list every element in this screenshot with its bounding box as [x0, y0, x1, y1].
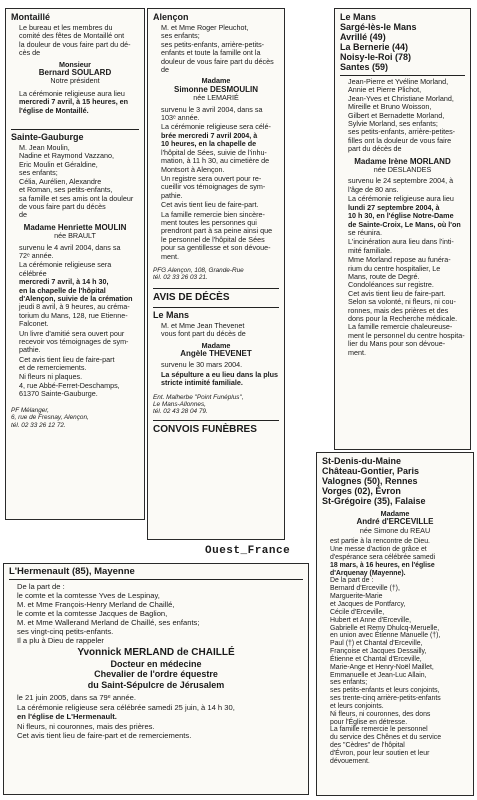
city-list: Le Mans Sargé-lès-le Mans Avrillé (49) La Bernerie (44) Noisy-le-Roi (78) Santes (59) [340, 12, 417, 72]
intro-text: Le bureau et les membres du comité des fêtes de Montaillé ont la douleur de vous faire part du dé- cès de [19, 23, 131, 58]
city-heading: L'Hermenault (85), Mayenne [9, 566, 135, 577]
city-list: St-Denis-du-Maine Château-Gontier, Paris Valognes (50), Rennes Vorges (02), Évron St-Grégoire (35), Falaise [322, 456, 426, 506]
clipping-alencon-avis [147, 8, 285, 540]
notice-avis [153, 292, 279, 436]
clipping-st-denis [316, 452, 474, 796]
source-label: Ouest_France [205, 545, 291, 557]
deceased-name: Bernard SOULARD [38, 68, 112, 78]
ceremony-text: La cérémonie religieuse sera célé- brée mercredi 7 avril 2004, à 10 heures, en la chapelle de l'hôpital de Sées, suivie de l'inhu- mation, à 11 h 30, au cimetière de Montsort à Alençon. [161, 122, 271, 174]
funeral-home: Ent. Malherbe "Point Funéplus", Le Mans-Allonnes, tél. 02 43 28 04 79. [153, 393, 244, 416]
date-text: survenu le 24 septembre 2004, à l'âge de 80 ans. [348, 176, 454, 194]
city-heading: Sainte-Gauburge [11, 132, 84, 143]
thanks-text: La famille remercie bien sincère- ment toutes les personnes qui prendront part à sa peine ainsi que le personnel de l'hôpital de Sées pour sa gentillesse et son dévoue- ment. [161, 209, 273, 261]
funeral-home: PF Mélanger, 6, rue de Fresnay, Alençon, tél. 02 33 26 12 72. [11, 406, 89, 429]
deceased-name: Yvonnick MERLAND de CHAILLÉ [77, 647, 235, 658]
city-heading: Alençon [153, 12, 189, 22]
clipping-hermenault [3, 563, 309, 795]
deceased-title: Madame [201, 76, 231, 86]
family-list: Jean-Pierre et Yvéline Morland, Annie et Pierre Plichot, Jean-Yves et Christiane Morland, Mireille et Bruno Woisson, Gilbert et Bernadette Morland, Sylvie Morland, ses enfants; ses petits-enfants, arrière-petites- filles ont la douleur de vous faire part du décès de [348, 77, 456, 154]
deceased-title: Madame [380, 509, 410, 518]
notice-text: Ni fleurs, ni couronnes, mais des prières. Cet avis tient lieu de faire-part et de remerciements. [17, 722, 192, 740]
deceased-title: Madame [201, 340, 231, 350]
city-heading: Le Mans [153, 309, 190, 320]
family-list: M. et Mme Roger Pleuchot, ses enfants; ses petits-enfants, arrière-petits- enfants et toute la famille ont la douleur de vous faire part du décès de [161, 23, 274, 75]
maiden-name: née DESLANDES [373, 165, 432, 175]
ceremony-text: La cérémonie religieuse aura lieu mercredi 7 avril, à 15 heures, en l'église de Montaillé. [19, 88, 129, 115]
convois-heading: CONVOIS FUNÈBRES [153, 423, 257, 435]
deceased-name: Madame Henriette MOULIN [23, 222, 127, 232]
deceased-titles: Docteur en médecine Chevalier de l'ordre équestre du Saint-Sépulcre de Jérusalem [87, 658, 225, 690]
deceased-name: Angèle THEVENET [180, 349, 252, 358]
date-text: survenu le 3 avril 2004, dans sa 103ᵉ année. [161, 104, 263, 123]
date-text: survenu le 30 mars 2004. [161, 360, 243, 370]
details-text: Mme Morland repose au funéra- rium du centre hospitalier, Le Mans, route de Degré. Condoléances sur registre. Cet avis tient lieu de faire-part. Selon sa volonté, ni fleurs, ni cou- ronnes, mais des prières et des dons pour la Recherche médicale. La famille remercie chaleureuse- ment le personnel du centre hospita- lier du Mans pour son dévoue- ment. [348, 255, 465, 357]
notice-text: Cet avis tient lieu de faire-part. [161, 200, 259, 210]
body-text: est partie à la rencontre de Dieu. Une messe d'action de grâce et d'espérance sera célébrée samedi 18 mars, à 16 heures, en l'église d'Arquenay (Mayenne). De la part de : Bernard d'Erceville (†), Marguerite-Marie et Jacques de Pontfarcy, Cécile d'Erceville, Hubert et Anne d'Erceville, Gabrielle et Remy Dhulcq-Meruelle, en union avec Étienne Manuelle (†), Paul (†) et Chantal d'Erceville, Françoise et Jacques Dessailly, Étienne et Chantal d'Erceville, Marie-Ange et Henry-Noël Maillet, Emmanuelle et Jean-Luc Allain, ses enfants; ses petits-enfants et leurs conjoints, ses trente-cinq arrière-petits-enfants et leurs conjoints. Ni fleurs, ni couronnes, des dons pour l'Église en détresse. La famille remercie le personnel du service des Chênes et du service des "Cèdres" de l'hôpital d'Évron, pour leur soutien et leur dévouement. [330, 538, 442, 765]
deceased-title: Monsieur [59, 59, 91, 69]
ceremony-text: La cérémonie religieuse sera célébrée samedi 25 juin, à 14 h 30, en l'église de L'Hermenault. [17, 703, 235, 721]
notice-text: Cet avis tient lieu de faire-part et de remerciements. Ni fleurs ni plaques. [19, 354, 115, 381]
divider [153, 420, 279, 421]
ceremony-text: La cérémonie religieuse sera célébrée mercredi 7 avril, à 14 h 30, en la chapelle de l'hôpital d'Alençon, suivie de la crémation jeudi 8 avril, à 9 heures, au créma- torium du Mans, 128, rue Etienne- Falconet. [19, 260, 133, 329]
registry-text: Un livre d'amitié sera ouvert pour recevoir vos témoignages de sym- pathie. [19, 328, 129, 355]
maiden-name: née Simone du REAU [359, 525, 431, 535]
divider [340, 75, 465, 76]
city-heading: Montaillé [11, 12, 51, 22]
family-list: De la part de : le comte et la comtesse Yves de Lespinay, M. et Mme François-Henry Merland de Chaillé, le comte et la comtesse Jacques de Baglion, M. et Mme Wallerand Merland de Chaillé, ses enfants; ses vingt-cinq petits-enfants. Il a plu à Dieu de rappeler [17, 582, 200, 645]
section-heading: AVIS DE DÉCÈS [153, 291, 230, 303]
sepulture-text: La sépulture a eu lieu dans la plus stricte intimité familiale. [161, 369, 279, 388]
maiden-name: née BRAULT [54, 231, 96, 241]
notice-alencon [153, 12, 279, 282]
registry-text: Un registre sera ouvert pour re- cueillir vos témoignages de sym- pathie. [161, 173, 266, 200]
clipping-montaille-gauburge [5, 8, 145, 520]
family-list: M. Jean Moulin, Nadine et Raymond Vazzano, Eric Moulin et Géraldine, ses enfants; Célia, Aurélien, Alexandre et Roman, ses petits-enfants, sa famille et ses amis ont la douleur de vous faire part du décès de [19, 143, 134, 220]
deceased-name: Simonne DESMOULIN [173, 84, 258, 94]
address-text: 4, rue Abbé-Ferret-Deschamps, 61370 Sainte-Gauburge. [19, 381, 120, 399]
maiden-name: née LEMARIÉ [193, 93, 239, 103]
deceased-name: André d'ERCEVILLE [356, 517, 434, 527]
incineration-text: L'incinération aura lieu dans l'inti- mité familiale. [348, 237, 454, 255]
divider [11, 129, 139, 130]
ceremony-text: La cérémonie religieuse aura lieu lundi 27 septembre 2004, à 10 h 30, en l'église Notre-Dame de Sainte-Croix, Le Mans, où l'on se réunira. [348, 194, 461, 237]
deceased-role: Notre président [50, 76, 100, 86]
divider [153, 288, 279, 289]
notice-montaille [11, 12, 139, 115]
date-text: le 21 juin 2005, dans sa 79ᵉ année. [17, 693, 136, 702]
clipping-le-mans [334, 8, 471, 450]
funeral-home: PFG Alençon, 108, Grande-Rue tél. 02 33 26 03 21. [153, 266, 244, 282]
divider [153, 307, 279, 308]
deceased-name: Madame Irène MORLAND [354, 156, 451, 166]
notice-gauburge [11, 132, 139, 429]
divider [9, 579, 303, 580]
family-list: M. et Mme Jean Thevenet vous font part du décès de [161, 320, 246, 339]
date-text: survenu le 4 avril 2004, dans sa 72ᵉ année. [19, 242, 121, 260]
